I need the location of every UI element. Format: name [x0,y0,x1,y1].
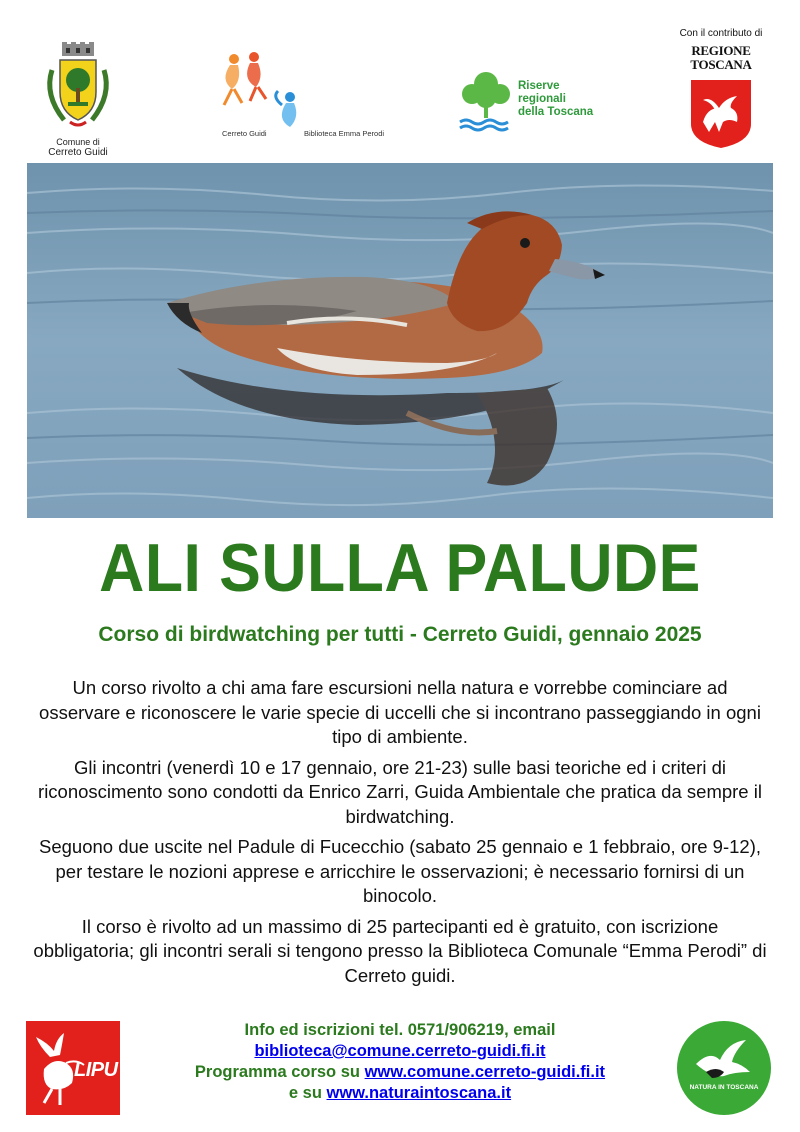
info-block [120,1020,680,1104]
paragraph-intro: Un corso rivolto a chi ama fare escursioni nella natura e vorrebbe cominciare ad osservare e riconoscere le varie specie di uccelli che si incontrano passeggiando in ogni tipo di ambiente. [39,677,761,747]
ducks-flying-icon [676,1020,772,1116]
lipu-logo [26,1021,120,1115]
description-body [30,676,770,994]
dancing-figures-icon [212,45,322,135]
regione-toscana-logo [666,28,776,158]
riserve-line-3: della Toscana [518,106,594,118]
page-subtitle: Corso di birdwatching per tutti - Cerreto Guidi, gennaio 2025 [98,623,702,646]
page-title: ALI SULLA PALUDE [99,530,701,606]
riserve-regionali-logo [456,66,616,132]
info-line-contact: Info ed iscrizioni tel. 0571/906219, email [244,1021,556,1039]
lipu-label: LIPU [74,1059,118,1081]
paragraph-uscite: Seguono due uscite nel Padule di Fucecchio (sabato 25 gennaio e 1 febbraio, ore 9-12), per testare le nozioni apprese e arricchire le osservazioni; è necessario fornirsi di un binocolo. [39,836,761,906]
tree-icon [456,66,516,132]
regione-line-2: TOSCANA [690,57,752,72]
info-line-natura [120,1083,680,1104]
biblioteca-logo [212,45,412,150]
comune-cerreto-guidi-logo [40,40,116,158]
natura-label: NATURA IN TOSCANA [689,1084,759,1091]
naturaintoscana-link[interactable]: www.naturaintoscana.it [326,1084,512,1102]
wigeon-photo [27,163,773,518]
programma-prefix: Programma corso su [194,1063,365,1081]
pegasus-shield-icon [689,78,753,150]
duck-on-water-image [27,163,773,518]
crest-icon [40,40,116,132]
comune-caption-1: Comune di [56,137,100,147]
natura-prefix: e su [288,1084,327,1102]
paragraph-incontri: Gli incontri (venerdì 10 e 17 gennaio, ore 21-23) sulle basi teoriche ed i criteri di riconoscimento sono condotti da Enrico Zarri, Guida Ambientale che pratica da sempre il birdwatching. [38,756,762,827]
biblioteca-caption-right: Biblioteca Emma Perodi [304,129,385,138]
riserve-line-2: regionali [518,93,566,105]
comune-caption-2: Cerreto Guidi [48,147,108,158]
natura-in-toscana-logo [676,1020,772,1116]
comune-site-link[interactable]: www.comune.cerreto-guidi.fi.it [364,1063,606,1081]
paragraph-iscrizione: Il corso è rivolto ad un massimo di 25 partecipanti ed è gratuito, con iscrizione obbligatoria; gli incontri serali si tengono presso la Biblioteca Comunale “Emma Perodi” di Cerreto guidi. [33,915,767,986]
info-line-programma [120,1062,680,1083]
email-link[interactable]: biblioteca@comune.cerreto-guidi.fi.it [254,1042,546,1060]
riserve-line-1: Riserve [518,80,560,92]
contributo-label: Con il contributo di [679,28,763,39]
riserve-text [518,80,593,119]
biblioteca-caption-left: Cerreto Guidi [222,129,267,138]
regione-line-1: REGIONE [691,43,751,58]
